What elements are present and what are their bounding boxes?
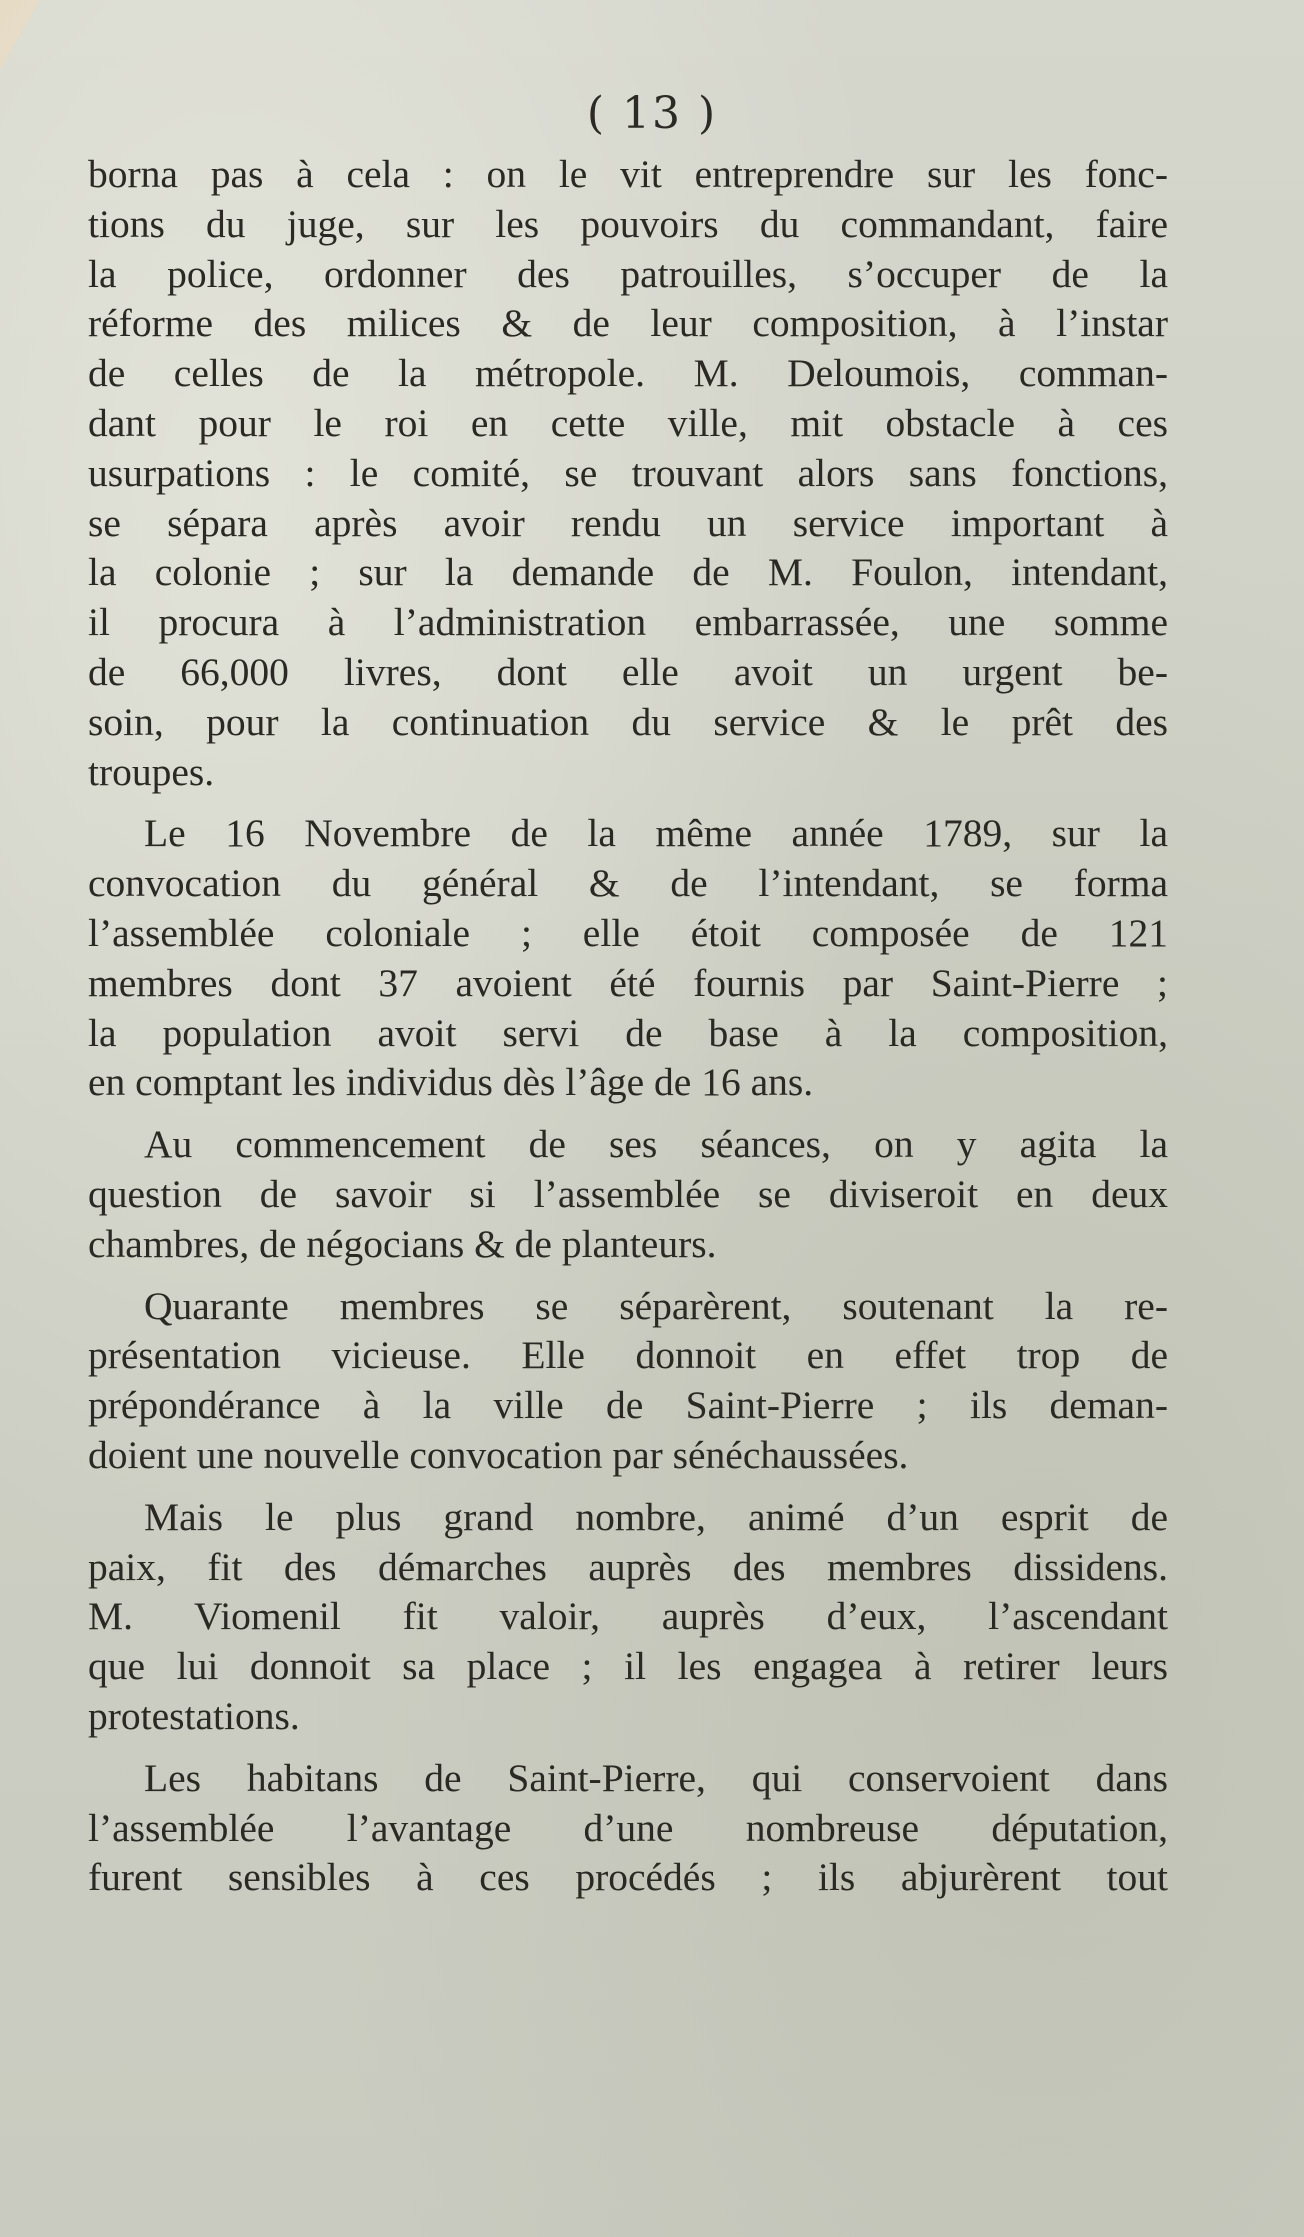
paragraph xyxy=(88,1493,1168,1742)
paragraph xyxy=(88,809,1168,1108)
text-line: tions du juge, sur les pouvoirs du commandant, faire xyxy=(88,201,1168,246)
text-line: que lui donnoit sa place ; il les engagea à retirer leurs xyxy=(88,1644,1168,1689)
text-line: de 66,000 livres, dont elle avoit un urgent be- xyxy=(88,649,1168,694)
paragraph xyxy=(88,1120,1168,1269)
text-line: Le 16 Novembre de la même année 1789, sur la xyxy=(144,811,1168,856)
text-line: se sépara après avoir rendu un service important à xyxy=(88,500,1168,545)
page-number: ( 13 ) xyxy=(586,88,718,139)
text-line: question de savoir si l’assemblée se diviseroit en deux xyxy=(88,1171,1168,1216)
text-line: borna pas à cela : on le vit entreprendre sur les fonc- xyxy=(88,152,1168,196)
text-line: la population avoit servi de base à la composition, xyxy=(88,1010,1168,1055)
text-line: dant pour le roi en cette ville, mit obstacle à ces xyxy=(88,400,1168,445)
paragraph xyxy=(88,1282,1168,1481)
text-line: membres dont 37 avoient été fournis par Saint-Pierre ; xyxy=(88,960,1168,1005)
text-line: M. Viomenil fit valoir, auprès d’eux, l’ascendant xyxy=(88,1594,1168,1639)
text-line: soin, pour la continuation du service & le prêt des xyxy=(88,699,1168,744)
text-line: réforme des milices & de leur composition, à l’instar xyxy=(88,301,1168,346)
text-line: présentation vicieuse. Elle donnoit en effet trop de xyxy=(88,1333,1168,1378)
paragraph xyxy=(88,1754,1168,1903)
folded-corner xyxy=(0,0,40,70)
text-line: chambres, de négocians & de planteurs. xyxy=(88,1221,717,1266)
text-line: il procura à l’administration embarrassée, une somme xyxy=(88,600,1168,645)
text-line: de celles de la métropole. M. Deloumois, comman- xyxy=(88,351,1168,396)
text-line: protestations. xyxy=(88,1693,300,1738)
text-line: paix, fit des démarches auprès des membres dissidens. xyxy=(88,1544,1168,1589)
text-line: furent sensibles à ces procédés ; ils abjurèrent tout xyxy=(88,1855,1168,1900)
text-line: en comptant les individus dès l’âge de 16 ans. xyxy=(88,1060,814,1105)
paragraph xyxy=(88,150,1168,797)
body-text xyxy=(88,150,1168,1903)
text-line: troupes. xyxy=(88,749,215,794)
text-line: prépondérance à la ville de Saint-Pierre ; ils deman- xyxy=(88,1383,1168,1428)
text-line: doient une nouvelle convocation par sénéchaussées. xyxy=(88,1432,909,1477)
text-line: usurpations : le comité, se trouvant alors sans fonctions, xyxy=(88,450,1168,495)
text-line: l’assemblée coloniale ; elle étoit composée de 121 xyxy=(88,910,1168,955)
text-line: Les habitans de Saint-Pierre, qui conservoient dans xyxy=(144,1755,1168,1800)
text-line: l’assemblée l’avantage d’une nombreuse députation, xyxy=(88,1805,1168,1850)
text-line: convocation du général & de l’intendant, se forma xyxy=(88,861,1168,906)
text-line: Au commencement de ses séances, on y agita la xyxy=(144,1122,1168,1167)
text-line: la police, ordonner des patrouilles, s’occuper de la xyxy=(88,251,1168,296)
text-line: Quarante membres se séparèrent, soutenant la re- xyxy=(144,1283,1168,1328)
text-line: Mais le plus grand nombre, animé d’un esprit de xyxy=(144,1494,1168,1539)
text-line: la colonie ; sur la demande de M. Foulon, intendant, xyxy=(88,550,1168,595)
